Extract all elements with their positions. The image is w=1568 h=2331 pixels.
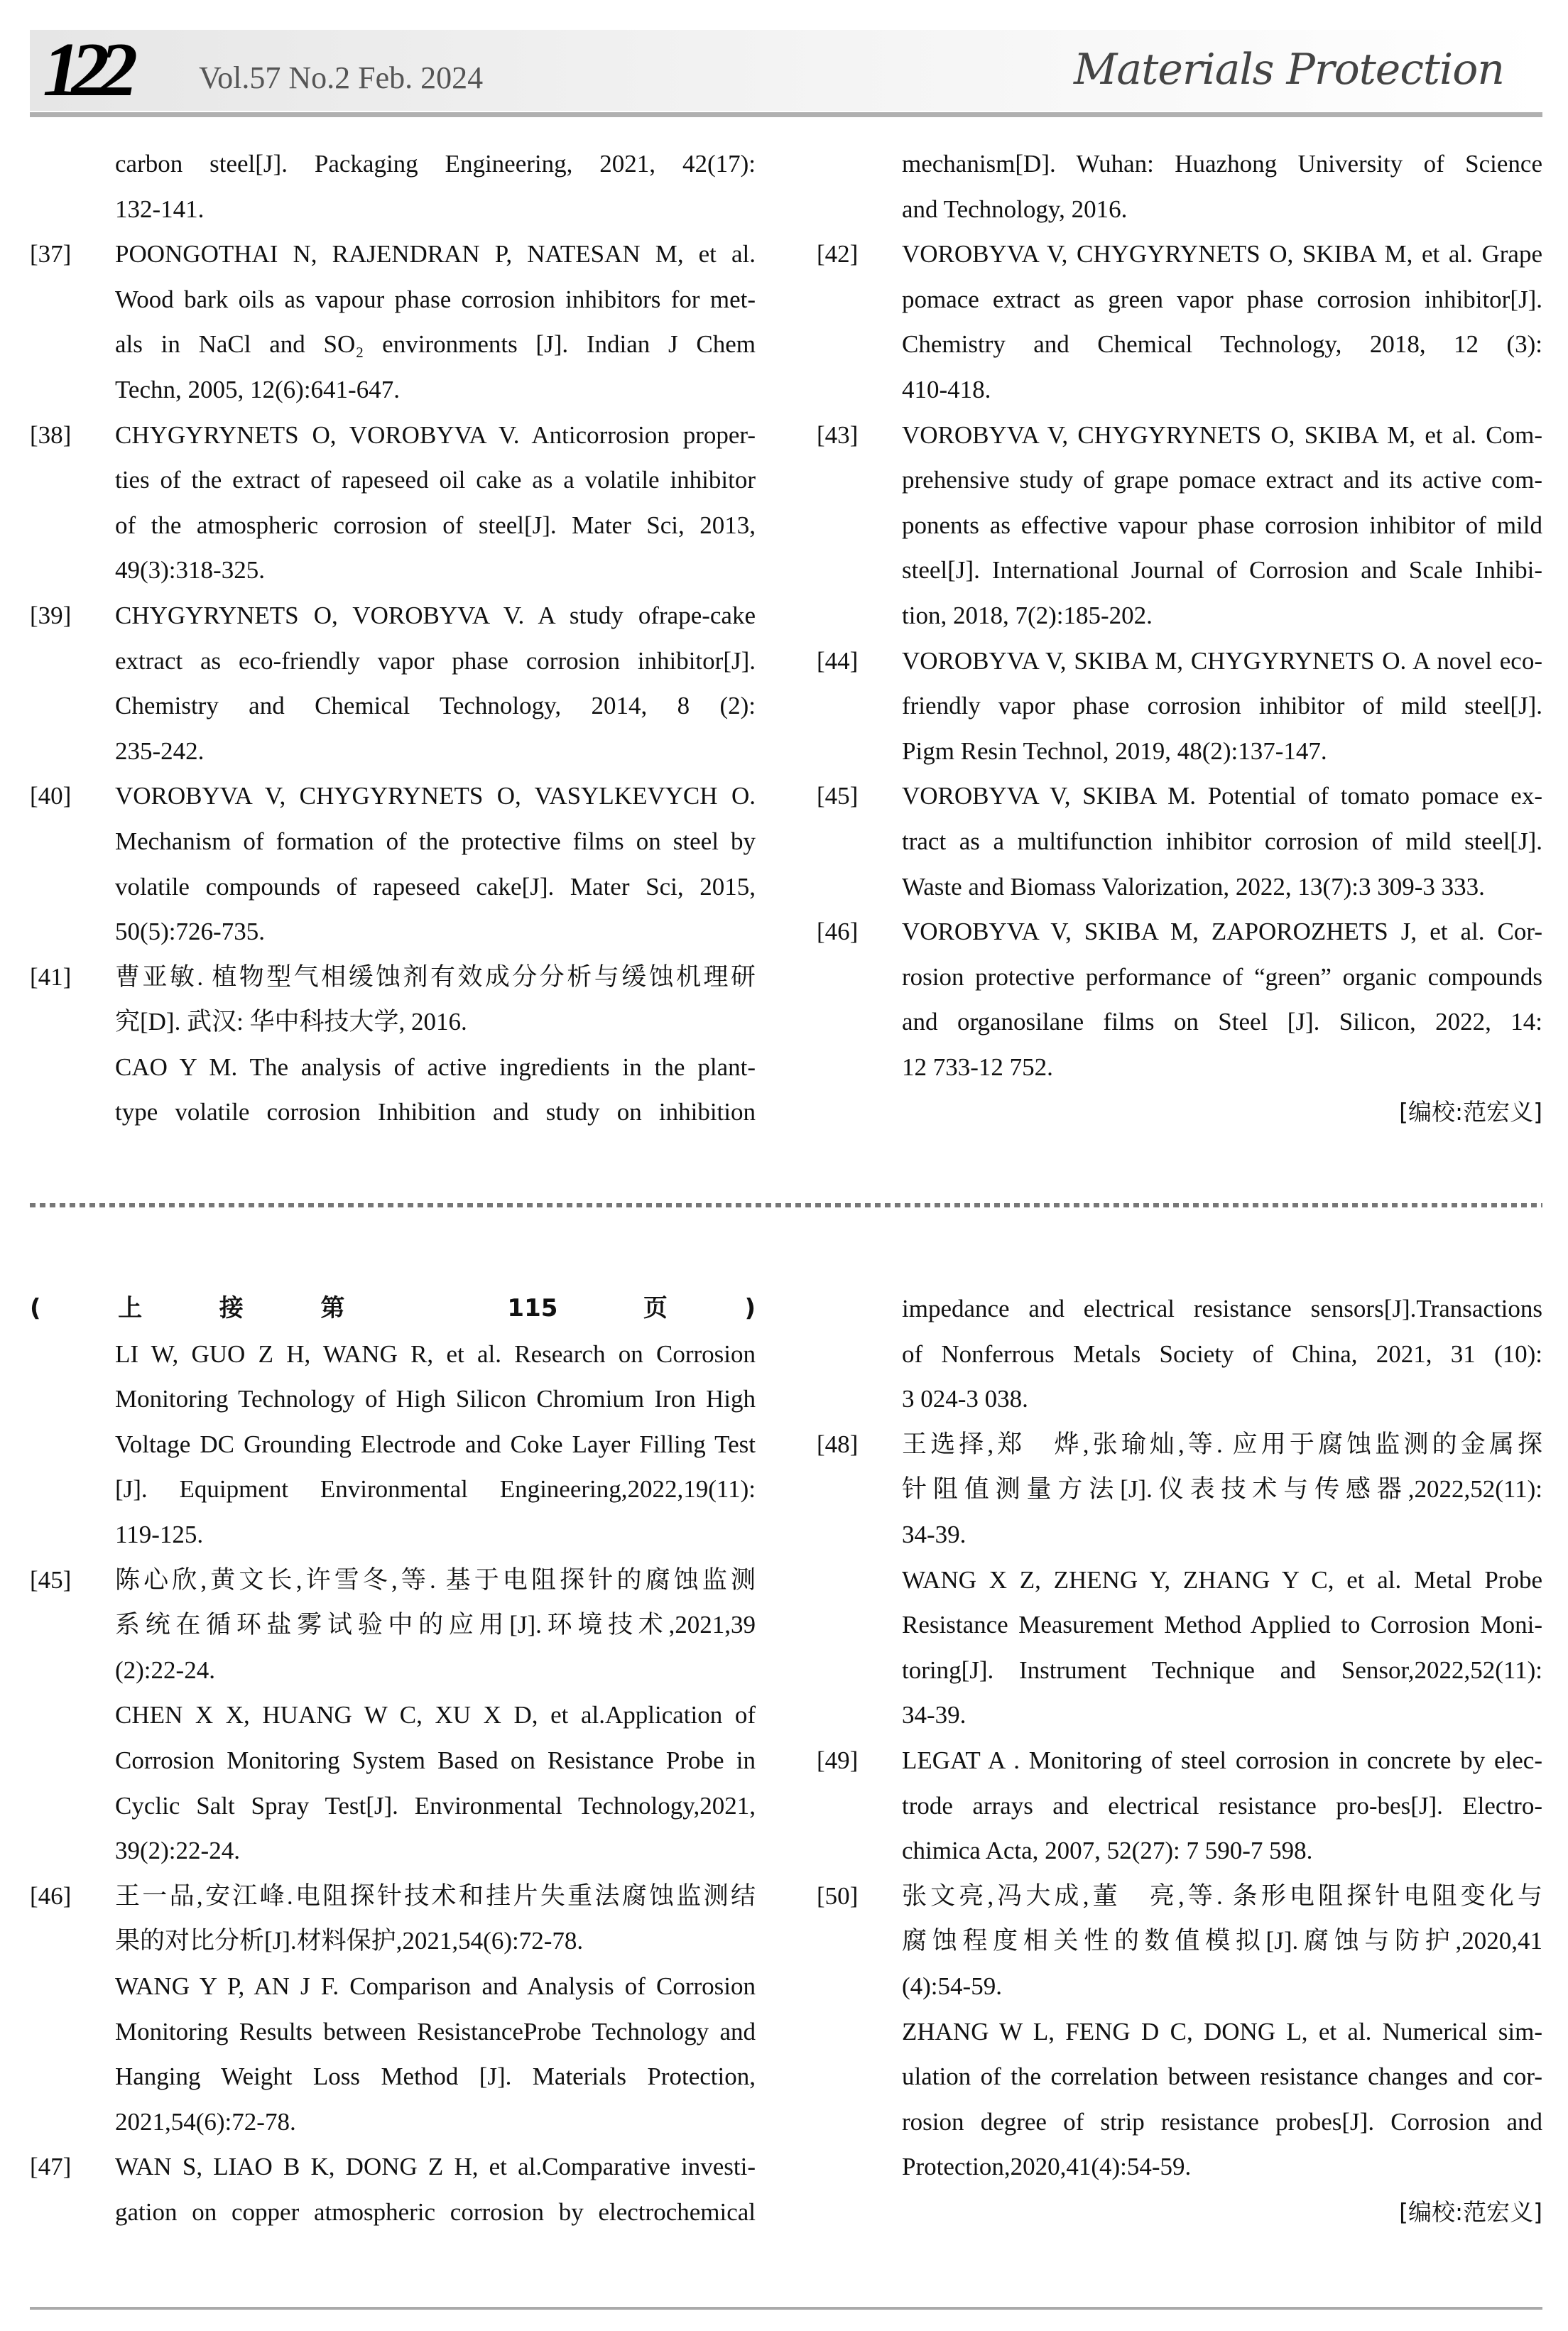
reference-text: Corrosion Monitoring System Based on Resistance Probe in (115, 1746, 756, 1774)
reference-line (817, 1964, 1548, 2009)
reference-text: tion, 2018, 7(2):185-202. (902, 601, 1153, 629)
reference-text: (上接第 115 页) (30, 1294, 756, 1322)
reference-line (30, 819, 761, 864)
reference-number: [47] (30, 2153, 72, 2181)
reference-line (817, 639, 1548, 684)
reference-text: [编校:范宏义] (1399, 2197, 1542, 2226)
reference-line (817, 683, 1548, 729)
reference-text: friendly vapor phase corrosion inhibitor of mild steel[J]. (902, 692, 1542, 720)
reference-text: 12 733-12 752. (902, 1053, 1053, 1081)
reference-text: Techn, 2005, 12(6):641-647. (115, 375, 400, 403)
reference-text: 果的对比分析[J].材料保护,2021,54(6):72-78. (115, 1927, 584, 1955)
reference-text: Protection,2020,41(4):54-59. (902, 2153, 1192, 2181)
reference-line (817, 955, 1548, 1000)
reference-line (817, 1512, 1548, 1558)
reference-text: Wood bark oils as vapour phase corrosion inhibitors for met- (115, 285, 756, 313)
reference-line (30, 1738, 761, 1783)
reference-text: and organosilane films on Steel [J]. Silicon, 2022, 14: (902, 1008, 1542, 1036)
reference-text: CAO Y M. The analysis of active ingredients in the plant- (115, 1053, 756, 1081)
reference-text: Monitoring Results between ResistanceProbe Technology and (115, 2017, 756, 2045)
reference-line (817, 1828, 1548, 1874)
reference-line (817, 2009, 1548, 2055)
reference-number: [38] (30, 420, 72, 449)
reference-line (817, 593, 1548, 639)
issue-info: Vol.57 No.2 Feb. 2024 (199, 60, 484, 95)
reference-line (817, 503, 1548, 548)
reference-number: [41] (30, 962, 72, 991)
reference-text: rosion protective performance of “green” organic compounds (902, 962, 1542, 991)
reference-text: Hanging Weight Loss Method [J]. Materials Protection, (115, 2063, 756, 2091)
reference-line (30, 457, 761, 503)
reference-line (30, 1332, 761, 1377)
reference-line (30, 729, 761, 774)
reference-line (30, 1422, 761, 1467)
reference-text: WANG X Z, ZHENG Y, ZHANG Y C, et al. Metal Probe (902, 1565, 1542, 1594)
reference-text: 究[D]. 武汉: 华中科技大学, 2016. (115, 1008, 467, 1036)
reference-line (817, 1692, 1548, 1738)
reference-text: of Nonferrous Metals Society of China, 2021, 31 (10): (902, 1340, 1542, 1368)
reference-text: 410-418. (902, 375, 991, 403)
reference-line (817, 729, 1548, 774)
reference-line (30, 864, 761, 910)
reference-text: Voltage DC Grounding Electrode and Coke Layer Filling Test (115, 1430, 756, 1458)
reference-line (817, 1648, 1548, 1693)
reference-text: carbon steel[J]. Packaging Engineering, 2021, 42(17): (115, 150, 756, 178)
reference-text: WAN S, LIAO B K, DONG Z H, et al.Comparative investi- (115, 2153, 756, 2181)
reference-number: [49] (817, 1746, 859, 1774)
reference-text: (4):54-59. (902, 1972, 1002, 2000)
reference-text: [编校:范宏义] (1399, 1098, 1542, 1126)
reference-line (817, 999, 1548, 1045)
reference-line (30, 2099, 761, 2145)
reference-line (817, 548, 1548, 593)
reference-text: Cyclic Salt Spray Test[J]. Environmental Technology,2021, (115, 1791, 756, 1820)
reference-text: WANG Y P, AN J F. Comparison and Analysis of Corrosion (115, 1972, 756, 2000)
reference-line (817, 1286, 1548, 1332)
reference-text: of the atmospheric corrosion of steel[J]. Mater Sci, 2013, (115, 511, 756, 539)
reference-number: [50] (817, 1881, 859, 1910)
reference-line (817, 187, 1548, 232)
page-number: 122 (43, 28, 128, 112)
reference-line (817, 1738, 1548, 1783)
reference-line (30, 955, 761, 1000)
reference-text: POONGOTHAI N, RAJENDRAN P, NATESAN M, et al. (115, 240, 756, 268)
reference-line (817, 1045, 1548, 1090)
reference-text: 张文亮,冯大成,董 亮,等. 条形电阻探针电阻变化与 (902, 1881, 1542, 1910)
reference-text: volatile compounds of rapeseed cake[J]. Mater Sci, 2015, (115, 872, 756, 901)
reference-text: 50(5):726-735. (115, 918, 265, 946)
bottom-left-references (30, 1286, 761, 2234)
reference-line (30, 1512, 761, 1558)
reference-text: type volatile corrosion Inhibition and study on inhibition (115, 1098, 756, 1126)
journal-title: Materials Protection (1074, 45, 1504, 94)
header-rule (30, 112, 1542, 117)
reference-line (30, 1964, 761, 2009)
reference-text: 系统在循环盐雾试验中的应用[J].环境技术,2021,39 (115, 1611, 756, 1639)
reference-text: LEGAT A . Monitoring of steel corrosion in concrete by elec- (902, 1746, 1542, 1774)
reference-text: Mechanism of formation of the protective films on steel by (115, 827, 756, 855)
reference-line (30, 322, 761, 367)
reference-number: [39] (30, 601, 72, 629)
reference-line (30, 909, 761, 955)
reference-line (817, 1874, 1548, 1919)
reference-text: 2021,54(6):72-78. (115, 2107, 296, 2136)
reference-text: VOROBYVA V, SKIBA M. Potential of tomato pomace ex- (902, 782, 1542, 810)
reference-line (817, 1467, 1548, 1512)
reference-text: 针阻值测量方法[J].仪表技术与传感器,2022,52(11): (902, 1475, 1542, 1504)
reference-line (30, 1692, 761, 1738)
reference-text: CHEN X X, HUANG W C, XU X D, et al.Application of (115, 1701, 756, 1729)
reference-line (30, 367, 761, 413)
reference-text: extract as eco-friendly vapor phase corrosion inhibitor[J]. (115, 646, 756, 675)
reference-text: 39(2):22-24. (115, 1837, 240, 1865)
reference-line (30, 773, 761, 819)
reference-text: VOROBYVA V, SKIBA M, CHYGYRYNETS O. A novel eco- (902, 646, 1542, 675)
reference-line (30, 1286, 761, 1332)
reference-number: [45] (30, 1565, 72, 1594)
reference-text: LI W, GUO Z H, WANG R, et al. Research on Corrosion (115, 1340, 756, 1368)
reference-line (30, 593, 761, 639)
reference-line (817, 277, 1548, 322)
reference-line (817, 1422, 1548, 1467)
reference-number: [46] (817, 918, 859, 946)
reference-number: [43] (817, 420, 859, 449)
reference-text: Monitoring Technology of High Silicon Chromium Iron High (115, 1385, 756, 1413)
reference-text: ZHANG W L, FENG D C, DONG L, et al. Numerical sim- (902, 2017, 1542, 2045)
reference-line (30, 2054, 761, 2099)
reference-line (817, 819, 1548, 864)
reference-text: Chemistry and Chemical Technology, 2018, 12 (3): (902, 330, 1542, 359)
reference-text: [J]. Equipment Environmental Engineering,2022,19(11): (115, 1475, 756, 1504)
reference-number: [40] (30, 782, 72, 810)
reference-text: CHYGYRYNETS O, VOROBYVA V. Anticorrosion proper- (115, 420, 756, 449)
reference-text: gation on copper atmospheric corrosion by electrochemical (115, 2197, 756, 2226)
reference-text: 腐蚀程度相关性的数值模拟[J].腐蚀与防护,2020,41 (902, 1927, 1542, 1955)
reference-line (30, 277, 761, 322)
reference-line (30, 141, 761, 187)
reference-line (30, 413, 761, 458)
reference-number: [46] (30, 1881, 72, 1910)
reference-text: Chemistry and Chemical Technology, 2014, 8 (2): (115, 692, 756, 720)
reference-text: Waste and Biomass Valorization, 2022, 13(7):3 309-3 333. (902, 872, 1485, 901)
reference-line (30, 1467, 761, 1512)
reference-text: 曹亚敏. 植物型气相缓蚀剂有效成分分析与缓蚀机理研 (115, 962, 756, 991)
reference-line (817, 2099, 1548, 2145)
reference-text: tract as a multifunction inhibitor corrosion of mild steel[J]. (902, 827, 1542, 855)
reference-line (817, 773, 1548, 819)
reference-text: toring[J]. Instrument Technique and Sensor,2022,52(11): (902, 1656, 1542, 1684)
reference-line (30, 1602, 761, 1648)
reference-text: ulation of the correlation between resistance changes and cor- (902, 2063, 1542, 2091)
reference-line (817, 367, 1548, 413)
reference-text: 132-141. (115, 195, 205, 223)
reference-line (30, 639, 761, 684)
reference-line (817, 864, 1548, 910)
reference-line (817, 2144, 1548, 2190)
reference-line (817, 1602, 1548, 1648)
reference-line (817, 1783, 1548, 1829)
reference-text: Pigm Resin Technol, 2019, 48(2):137-147. (902, 737, 1327, 765)
reference-line (30, 187, 761, 232)
reference-text: 3 024-3 038. (902, 1385, 1028, 1413)
reference-text: (2):22-24. (115, 1656, 215, 1684)
reference-line (817, 2054, 1548, 2099)
reference-text: 49(3):318-325. (115, 556, 265, 585)
reference-number: [48] (817, 1430, 859, 1458)
reference-line (30, 1090, 761, 1135)
editor-credit (817, 2190, 1548, 2235)
reference-line (30, 232, 761, 277)
reference-text: chimica Acta, 2007, 52(27): 7 590-7 598. (902, 1837, 1313, 1865)
reference-line (30, 1376, 761, 1422)
reference-text: and Technology, 2016. (902, 195, 1128, 223)
reference-line (30, 1558, 761, 1603)
reference-line (30, 548, 761, 593)
reference-line (817, 1376, 1548, 1422)
reference-line (817, 141, 1548, 187)
reference-line (30, 999, 761, 1045)
reference-line (30, 1828, 761, 1874)
reference-line (30, 1045, 761, 1090)
reference-line (817, 1332, 1548, 1377)
reference-text: impedance and electrical resistance sensors[J].Transactions (902, 1295, 1542, 1322)
reference-line (30, 2009, 761, 2055)
reference-text: ponents as effective vapour phase corrosion inhibitor of mild (902, 511, 1542, 539)
reference-text: 235-242. (115, 737, 205, 765)
reference-text: ties of the extract of rapeseed oil cake as a volatile inhibitor (115, 466, 756, 494)
reference-text: 王选择,郑 烨,张瑜灿,等. 应用于腐蚀监测的金属探 (902, 1430, 1542, 1458)
reference-line (817, 1918, 1548, 1964)
reference-line (30, 503, 761, 548)
footer-rule (30, 2307, 1542, 2310)
reference-line (817, 1558, 1548, 1603)
reference-line (30, 2190, 761, 2235)
reference-text: 王一品,安江峰.电阻探针技术和挂片失重法腐蚀监测结 (115, 1881, 756, 1910)
reference-text: trode arrays and electrical resistance pro-bes[J]. Electro- (902, 1791, 1542, 1820)
reference-number: [42] (817, 240, 859, 268)
top-right-references (817, 141, 1548, 1135)
reference-line (30, 683, 761, 729)
reference-text: 34-39. (902, 1520, 967, 1548)
reference-number: [45] (817, 782, 859, 810)
reference-text: 陈心欣,黄文长,许雪冬,等. 基于电阻探针的腐蚀监测 (115, 1565, 756, 1594)
top-left-references (30, 141, 761, 1135)
reference-line (817, 457, 1548, 503)
reference-text: steel[J]. International Journal of Corrosion and Scale Inhibi- (902, 556, 1542, 585)
reference-line (30, 1648, 761, 1693)
reference-text: rosion degree of strip resistance probes[J]. Corrosion and (902, 2107, 1542, 2136)
reference-line (30, 1783, 761, 1829)
editor-credit (817, 1090, 1548, 1135)
reference-line (817, 413, 1548, 458)
reference-line (30, 1874, 761, 1919)
reference-text: VOROBYVA V, CHYGYRYNETS O, SKIBA M, et al. Com- (902, 420, 1542, 449)
reference-number: [44] (817, 646, 859, 675)
reference-line (817, 909, 1548, 955)
section-divider (30, 1203, 1542, 1207)
reference-text: mechanism[D]. Wuhan: Huazhong University of Science (902, 150, 1542, 178)
reference-text: 119-125. (115, 1520, 204, 1548)
reference-text: Resistance Measurement Method Applied to Corrosion Moni- (902, 1611, 1542, 1639)
reference-text: VOROBYVA V, CHYGYRYNETS O, SKIBA M, et al. Grape (902, 240, 1542, 268)
bottom-right-references (817, 1286, 1548, 2234)
reference-line (817, 322, 1548, 367)
reference-text: prehensive study of grape pomace extract and its active com- (902, 466, 1542, 494)
reference-line (30, 2144, 761, 2190)
reference-text: VOROBYVA V, CHYGYRYNETS O, VASYLKEVYCH O. (115, 782, 756, 810)
reference-number: [37] (30, 240, 72, 268)
reference-line (30, 1918, 761, 1964)
reference-text: als in NaCl and SO₂ environments [J]. Indian J Chem (115, 330, 756, 359)
reference-text: CHYGYRYNETS O, VOROBYVA V. A study ofrape-cake (115, 601, 756, 629)
reference-text: VOROBYVA V, SKIBA M, ZAPOROZHETS J, et al. Cor- (902, 918, 1542, 946)
reference-line (817, 232, 1548, 277)
reference-text: 34-39. (902, 1701, 967, 1729)
reference-text: pomace extract as green vapor phase corrosion inhibitor[J]. (902, 285, 1542, 313)
